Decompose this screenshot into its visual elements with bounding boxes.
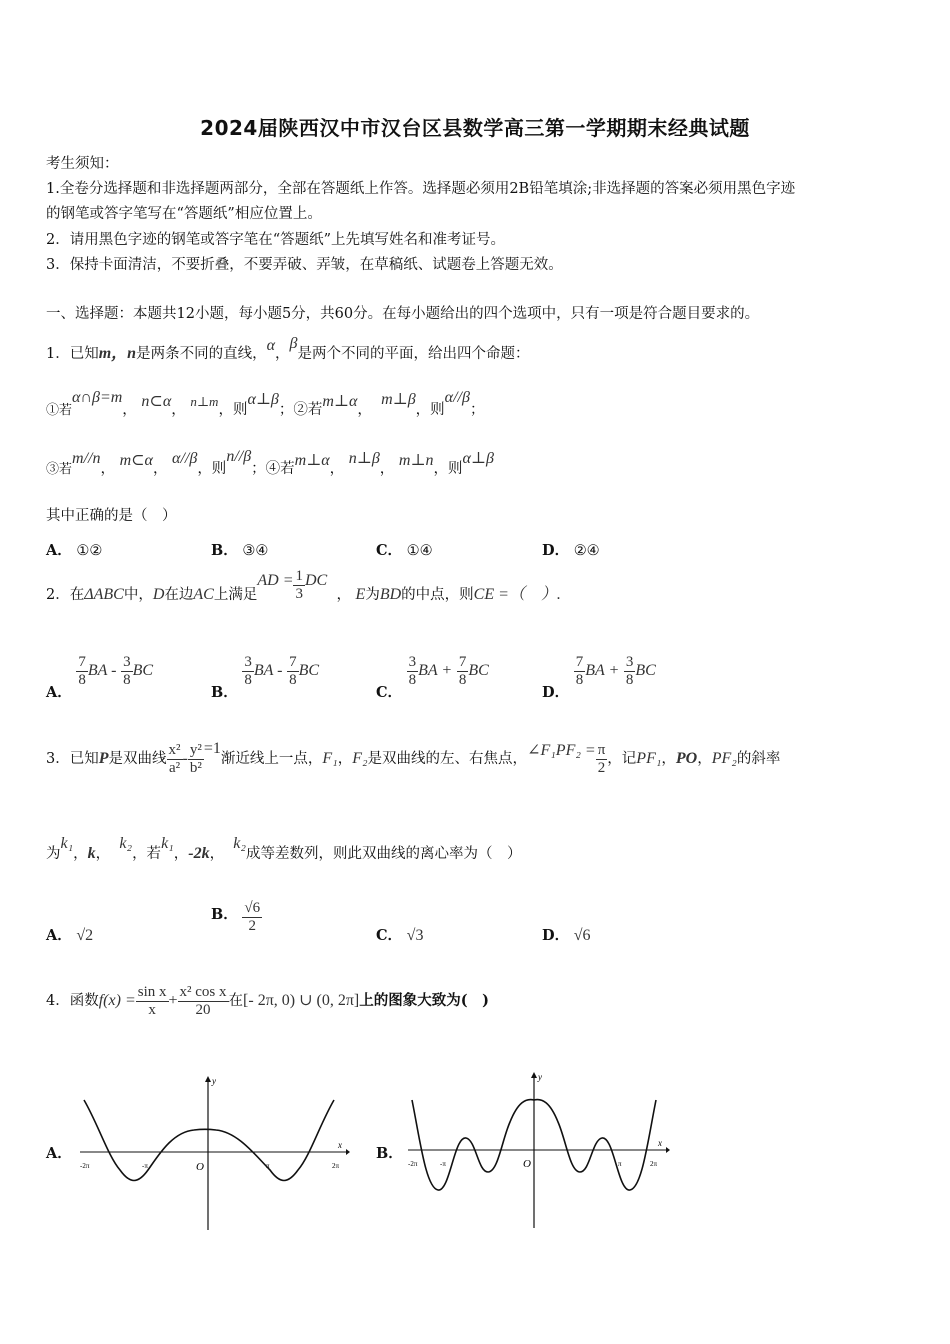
frac (76, 654, 88, 688)
q1-option-b[interactable] (211, 539, 268, 560)
q2-math: ΔABC (84, 586, 124, 603)
q3-math: =1 (203, 740, 221, 757)
q3-text: 是双曲线的左、右焦点， (367, 751, 528, 767)
q3-text: ， (661, 751, 676, 767)
q1-r2-text: ， (329, 461, 345, 477)
vector: BC (468, 662, 489, 679)
graph-a (76, 1072, 351, 1237)
x-axis-arrow-icon (666, 1147, 670, 1153)
q1-r2-math: α⊥β (462, 450, 494, 467)
frac-den: 8 (244, 671, 252, 688)
q3-math: F₂ (352, 750, 368, 767)
tick-label: -2π (408, 1160, 418, 1168)
frac (574, 654, 586, 688)
option-label: C． (376, 927, 403, 944)
question-1-propositions-row-2 (46, 448, 494, 478)
q3-math: P (98, 750, 109, 767)
y-axis-label: y (212, 1076, 216, 1086)
option-label: B． (211, 906, 238, 923)
q2-math: AC (193, 586, 214, 603)
q3-math: - (182, 750, 188, 767)
q1-r2-math: n⊥β (348, 450, 380, 467)
frac-num: 3 (625, 654, 634, 670)
frac-num: 1 (295, 568, 303, 584)
frac-num: 7 (78, 654, 86, 670)
option-label: B． (376, 1145, 403, 1162)
x-axis-label: x (658, 1138, 662, 1148)
frac-num: sin x (137, 984, 167, 1000)
q1-text: 是两条不同的直线， (136, 346, 267, 362)
q1-beta: β (289, 335, 298, 352)
tick-label: -π (440, 1160, 446, 1168)
q1-alpha: α (266, 337, 275, 354)
q1-r2-math: m⊥n (398, 452, 434, 469)
q1-r1-text: ， (122, 402, 137, 418)
q1-r1-math: n⊥m (190, 394, 219, 409)
option-text: ②④ (573, 543, 600, 559)
q3-math: F₁ (322, 750, 338, 767)
q3-option-c[interactable] (376, 924, 423, 945)
q1-r1-text: ①若 (46, 403, 73, 418)
option-label: A． (46, 927, 72, 944)
vector: BA - (87, 662, 117, 679)
y-axis-arrow-icon (531, 1072, 537, 1078)
frac (242, 654, 254, 688)
question-1-stem (46, 335, 530, 363)
frac-den: 8 (458, 671, 467, 688)
q3-text: 的斜率 (736, 751, 781, 767)
frac-num: 7 (458, 654, 467, 670)
vector: BC (132, 662, 154, 679)
q4-option-a[interactable] (46, 1142, 72, 1163)
frac-num: √6 (244, 900, 261, 916)
q3-text: ， (337, 751, 353, 767)
tick-label: 2π (332, 1162, 340, 1170)
q2-math: BD (379, 586, 402, 603)
q1-r2-text: ， (379, 461, 395, 477)
tick-label: π (266, 1162, 270, 1170)
q3-text: ， (209, 846, 225, 862)
q1-r2-math: n//β (226, 448, 252, 465)
frac (178, 984, 229, 1018)
frac-num: x² cos x (179, 984, 227, 1000)
option-label: D． (542, 927, 570, 944)
option-text: ①② (76, 543, 103, 559)
vector: BA + (418, 662, 453, 679)
q4-option-b[interactable] (376, 1142, 403, 1163)
frac (457, 654, 469, 688)
frac (121, 654, 133, 688)
frac (136, 984, 169, 1018)
q3-math: PF₁ (636, 750, 662, 767)
question-3-stem-line-2 (46, 835, 522, 863)
frac-den: a² (168, 759, 181, 776)
y-axis-label: y (538, 1072, 542, 1082)
x-axis-arrow-icon (346, 1149, 350, 1155)
q4-text: 在 (228, 993, 244, 1009)
q2-math: AD = (257, 572, 294, 589)
q3-text: 3．已知 (46, 751, 99, 767)
q2-option-b[interactable] (211, 654, 320, 701)
q3-math: k₁ (60, 835, 74, 852)
q1-mn: m，n (98, 345, 137, 362)
q3-text: ， (697, 751, 712, 767)
question-1-ask: 其中正确的是（ ） (46, 508, 177, 524)
tick-label: -2π (80, 1162, 90, 1170)
vector: BC (298, 662, 320, 679)
frac-den: 20 (195, 1001, 211, 1018)
option-label: D． (542, 542, 570, 559)
option-label: C． (376, 542, 403, 559)
frac-num: 7 (575, 654, 584, 670)
question-1-propositions-row-1 (46, 389, 485, 419)
frac-num: π (597, 742, 606, 758)
q1-r2-math: m//n (72, 450, 101, 467)
frac-den: 2 (597, 759, 606, 776)
q3-text: ，若 (132, 846, 162, 862)
frac (287, 654, 299, 688)
option-label: B． (211, 684, 238, 701)
frac-den: b² (189, 759, 202, 776)
q1-r1-math: α∩β=m (72, 389, 123, 406)
q3-text: ， (95, 846, 111, 862)
q1-text: 是两个不同的平面，给出四个命题： (297, 346, 530, 362)
option-math: √2 (76, 927, 94, 944)
graph-b (404, 1070, 674, 1235)
curve-a (84, 1100, 334, 1181)
q1-r1-text: ， (357, 402, 372, 418)
section-heading: 一、选择题：本题共12小题，每小题5分，共60分。在每小题给出的四个选项中，只有一项是符合题目要求的。 (46, 306, 760, 322)
notice-line-4: 3．保持卡面清洁，不要折叠，不要弄破、弄皱，在草稿纸、试题卷上答题无效。 (46, 257, 563, 273)
q2-text: ， (336, 587, 351, 603)
frac-den: 8 (289, 671, 297, 688)
q3-text: ， (173, 846, 189, 862)
q3-math: k₂ (119, 835, 133, 852)
frac (407, 654, 419, 688)
frac-num: x² (168, 742, 181, 758)
frac-num: 7 (289, 654, 297, 670)
q2-text: 上满足 (213, 587, 258, 603)
q1-r2-text: ③若 (46, 462, 73, 477)
q1-option-d[interactable] (542, 539, 600, 560)
frac (242, 900, 262, 934)
page-title: 2024届陕西汉中市汉台区县数学高三第一学期期末经典试题 (200, 116, 750, 140)
vector: BC (635, 662, 656, 679)
frac-den: 8 (575, 671, 584, 688)
frac-den: 3 (295, 585, 303, 602)
q2-text: 的中点，则 (401, 587, 474, 603)
question-2-stem (46, 568, 561, 612)
q2-fraction (293, 568, 305, 602)
q1-r1-text: ，则 (218, 402, 248, 418)
q3-option-b[interactable] (211, 900, 262, 934)
q1-r2-math: m⊥α (294, 452, 330, 469)
q1-r2-text: ，则 (197, 461, 227, 477)
q1-r2-text: ， (152, 461, 168, 477)
q3-math: ∠F₁PF₂ = (527, 742, 596, 759)
q3-math: -2k (188, 845, 210, 862)
option-label: A． (46, 1145, 72, 1162)
q1-r1-math: α//β (444, 389, 470, 406)
option-math: √6 (573, 927, 591, 944)
q1-r1-text: ，则 (415, 402, 445, 418)
question-3-stem-line-1 (46, 742, 780, 776)
q2-option-d[interactable] (542, 654, 656, 701)
notice-line-1: 1.全卷分选择题和非选择题两部分，全部在答题纸上作答。选择题必须用2B铅笔填涂;非选择题的答案必须用黑色字迹 (46, 181, 796, 197)
notice-heading: 考生须知： (46, 156, 119, 172)
q4-text: 上的图象大致为( ) (359, 992, 489, 1009)
q1-r1-text: ；②若 (278, 402, 323, 418)
q2-math: D (152, 586, 165, 603)
origin-label: O (196, 1161, 204, 1173)
q3-math: k (87, 845, 96, 862)
q1-option-c[interactable] (376, 539, 433, 560)
q4-math: [- 2π, 0) ∪ (0, 2π] (243, 992, 360, 1009)
q3-text: 是双曲线 (108, 751, 167, 767)
q2-text: 在边 (164, 587, 194, 603)
q3-text: 为 (46, 846, 61, 862)
q3-math: k₂ (233, 835, 246, 852)
q4-math: + (168, 992, 178, 1009)
frac-num: y² (189, 742, 202, 758)
frac-num: 3 (244, 654, 252, 670)
q4-math: f(x) = (98, 992, 136, 1009)
tick-label: -π (142, 1162, 148, 1170)
option-text: ③④ (242, 543, 269, 559)
q1-option-a[interactable] (46, 539, 102, 560)
q1-r1-math: α⊥β (247, 391, 279, 408)
option-math: √3 (406, 927, 424, 944)
q1-comma: ， (275, 346, 290, 362)
option-label: B． (211, 542, 238, 559)
q1-r2-math: m⊂α (119, 452, 153, 469)
tick-label: π (618, 1160, 622, 1168)
q3-text: ， (73, 846, 88, 862)
q4-text: 4．函数 (46, 993, 99, 1009)
frac (596, 742, 608, 776)
q1-r1-math: m⊥α (322, 393, 358, 410)
frac-num: 3 (123, 654, 131, 670)
option-label: A． (46, 542, 72, 559)
option-text: ①④ (406, 543, 433, 559)
frac-den: 8 (78, 671, 86, 688)
y-axis-arrow-icon (205, 1076, 211, 1082)
frac-den: 8 (123, 671, 131, 688)
q2-math: DC (304, 572, 328, 589)
option-label: D． (542, 684, 570, 701)
q1-r1-math: n⊂α (141, 393, 172, 410)
vector: BA + (585, 662, 620, 679)
q1-r2-math: α//β (172, 450, 198, 467)
q3-math: PF₂ (711, 750, 737, 767)
q3-text: 渐近线上一点， (220, 751, 323, 767)
q3-text: 成等差数列，则此双曲线的离心率为（ ） (245, 846, 522, 862)
q2-math: E (355, 586, 366, 603)
q3-option-a[interactable] (46, 924, 93, 945)
notice-line-2: 的钢笔或答字笔写在“答题纸”相应位置上。 (46, 206, 322, 222)
q2-option-a[interactable] (46, 654, 154, 701)
q2-text: 为 (365, 587, 380, 603)
q1-r1-text: ； (469, 402, 485, 418)
x-axis-label: x (338, 1140, 342, 1150)
frac (188, 742, 204, 776)
q1-r2-text: ， (100, 461, 115, 477)
q3-option-d[interactable] (542, 924, 590, 945)
q1-text: 1．已知 (46, 346, 99, 362)
frac (167, 742, 183, 776)
q1-r2-text: ；④若 (251, 461, 295, 477)
frac-den: 2 (248, 917, 256, 934)
frac-den: 8 (408, 671, 417, 688)
origin-label: O (523, 1158, 531, 1170)
q1-r1-text: ， (171, 402, 186, 418)
vector: BA - (253, 662, 283, 679)
tick-label: 2π (650, 1160, 658, 1168)
q2-text: 中， (123, 587, 153, 603)
frac (624, 654, 636, 688)
q3-text: ，记 (607, 751, 637, 767)
frac-den: 8 (625, 671, 634, 688)
q3-math: k₁ (161, 835, 174, 852)
q1-r1-math: m⊥β (381, 391, 416, 408)
option-label: A． (46, 684, 72, 701)
q2-text: 2．在 (46, 587, 85, 603)
q1-r2-text: ，则 (433, 461, 463, 477)
notice-line-3: 2．请用黑色字迹的钢笔或答字笔在“答题纸”上先填写姓名和准考证号。 (46, 232, 506, 248)
q3-math: PO (675, 750, 698, 767)
q2-math: CE =（ ）. (473, 586, 561, 603)
option-label: C． (376, 684, 403, 701)
frac-num: 3 (408, 654, 417, 670)
frac-den: x (148, 1001, 156, 1018)
question-4-stem (46, 984, 489, 1018)
q2-option-c[interactable] (376, 654, 489, 701)
